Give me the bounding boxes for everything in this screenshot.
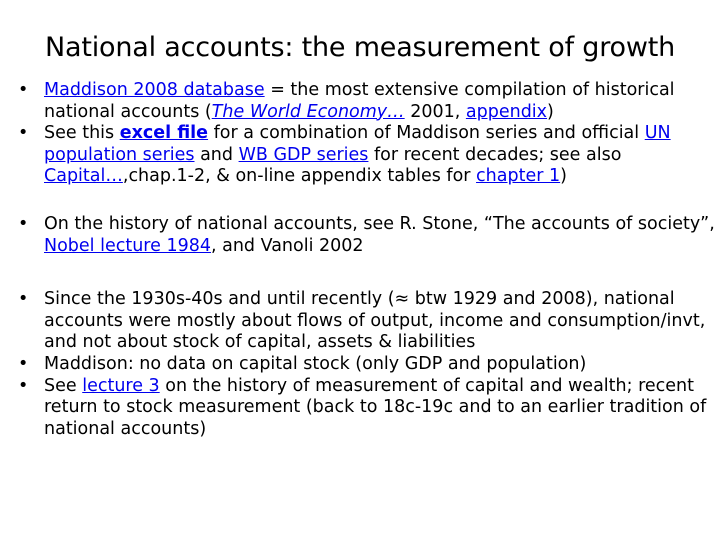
lecture-3-link[interactable]: lecture 3 [82,375,160,396]
bullet-symbol: • [18,80,29,100]
bullet-text: for a combination of Maddison series and official [208,123,645,144]
bullet-text: , and Vanoli 2002 [210,235,364,256]
capital-book-link[interactable]: Capital… [44,166,123,187]
bullet-symbol: • [18,213,29,234]
bullet-text: See this [44,123,120,144]
un-population-series-link[interactable]: UN population series [44,123,671,165]
bullet-item [10,214,715,257]
bullet-text: for recent decades; see also [368,144,622,165]
bullet-text: See [44,375,83,396]
bullet-item [10,376,715,441]
bullet-item [10,123,715,188]
bullet-item [10,289,715,354]
bullet-text: and [194,144,239,165]
bullet-item [10,80,715,123]
bullet-symbol: • [18,375,29,396]
bullet-text: Since the 1930s-40s and until recently (≈ btw 1929 and 2008), national accounts were mostly about flows of output, income and consumption/invt, and not about stock of capital, assets & liabilities [44,289,706,353]
bullet-item [10,354,715,376]
world-economy-link[interactable]: The World Economy… [211,101,405,122]
bullet-symbol: • [18,123,29,144]
bullet-text: ) [547,101,554,122]
bullet-text: 2001, [404,101,466,122]
bullet-list [10,80,715,440]
bullet-symbol: • [18,289,29,310]
slide-title: National accounts: the measurement of growth [45,32,675,63]
bullet-text: = the most extensive compilation of historical national accounts ( [44,80,675,122]
bullet-text: on the history of measurement of capital and wealth; recent return to stock measurement (back to 18c-19c and to an earlier tradition of national accounts) [44,375,707,439]
excel-file-link[interactable]: excel file [119,123,209,144]
appendix-link[interactable]: appendix [465,101,548,122]
nobel-lecture-link[interactable]: Nobel lecture 1984 [44,235,211,256]
bullet-text: On the history of national accounts, see R. Stone, “The accounts of society”, [44,213,715,234]
bullet-symbol: • [18,353,29,374]
wb-gdp-series-link[interactable]: WB GDP series [238,144,369,165]
bullet-text: Maddison: no data on capital stock (only GDP and population) [44,353,587,374]
bullet-text: ) [560,166,567,187]
bullet-text: ,chap.1-2, & on-line appendix tables for [122,166,477,187]
maddison-database-link[interactable]: Maddison 2008 database [44,80,265,100]
chapter-1-link[interactable]: chapter 1 [476,166,561,187]
